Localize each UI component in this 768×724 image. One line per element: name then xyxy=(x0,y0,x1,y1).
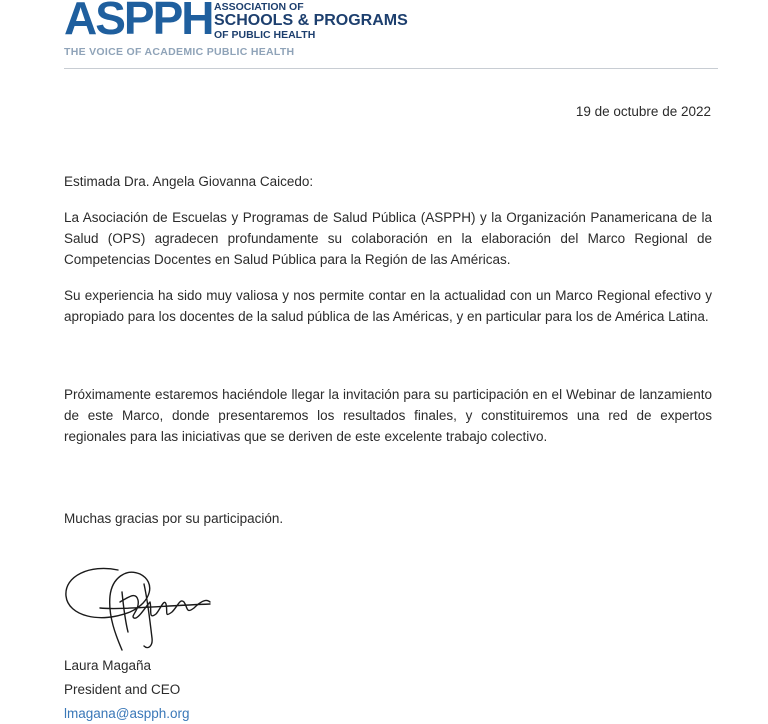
header-divider xyxy=(64,68,718,69)
letterhead xyxy=(64,0,718,68)
logo-line-2: SCHOOLS & PROGRAMS xyxy=(214,12,408,30)
tagline: THE VOICE OF ACADEMIC PUBLIC HEALTH xyxy=(64,46,295,58)
paragraph-2: Su experiencia ha sido muy valiosa y nos permite contar en la actualidad con un Marco Regional efectivo y apropiado para los docentes de la salud pública de las Américas, y en particular para los de América Latina. xyxy=(64,288,712,324)
signer-title: President and CEO xyxy=(64,682,181,697)
paragraph-3: Próximamente estaremos haciéndole llegar la invitación para su participación en el Webinar de lanzamiento de este Marco, donde presentaremos los resultados finales, y constituiremos una red de expertos regionales para las iniciativas que se deriven de este excelente trabajo colectivo. xyxy=(64,387,712,444)
closing: Muchas gracias por su participación. xyxy=(64,511,284,526)
signer-email-link[interactable]: lmagana@aspph.org xyxy=(64,706,190,721)
signer-name: Laura Magaña xyxy=(64,658,152,673)
paragraph-1: La Asociación de Escuelas y Programas de Salud Pública (ASPPH) y la Organización Panamericana de la Salud (OPS) agradecen profundamente su colaboración en la elaboración del Marco Regional de Competencias Docentes en Salud Pública para la Región de las Américas. xyxy=(64,210,712,267)
greeting: Estimada Dra. Angela Giovanna Caicedo: xyxy=(64,174,314,189)
logo-line-3: OF PUBLIC HEALTH xyxy=(214,28,316,41)
logo-wordmark xyxy=(214,2,408,41)
signature xyxy=(60,562,220,658)
aspph-logo: ASPPH xyxy=(64,0,213,44)
letter-date: 19 de octubre de 2022 xyxy=(575,104,711,119)
logo-line-1: ASSOCIATION OF xyxy=(214,1,304,13)
